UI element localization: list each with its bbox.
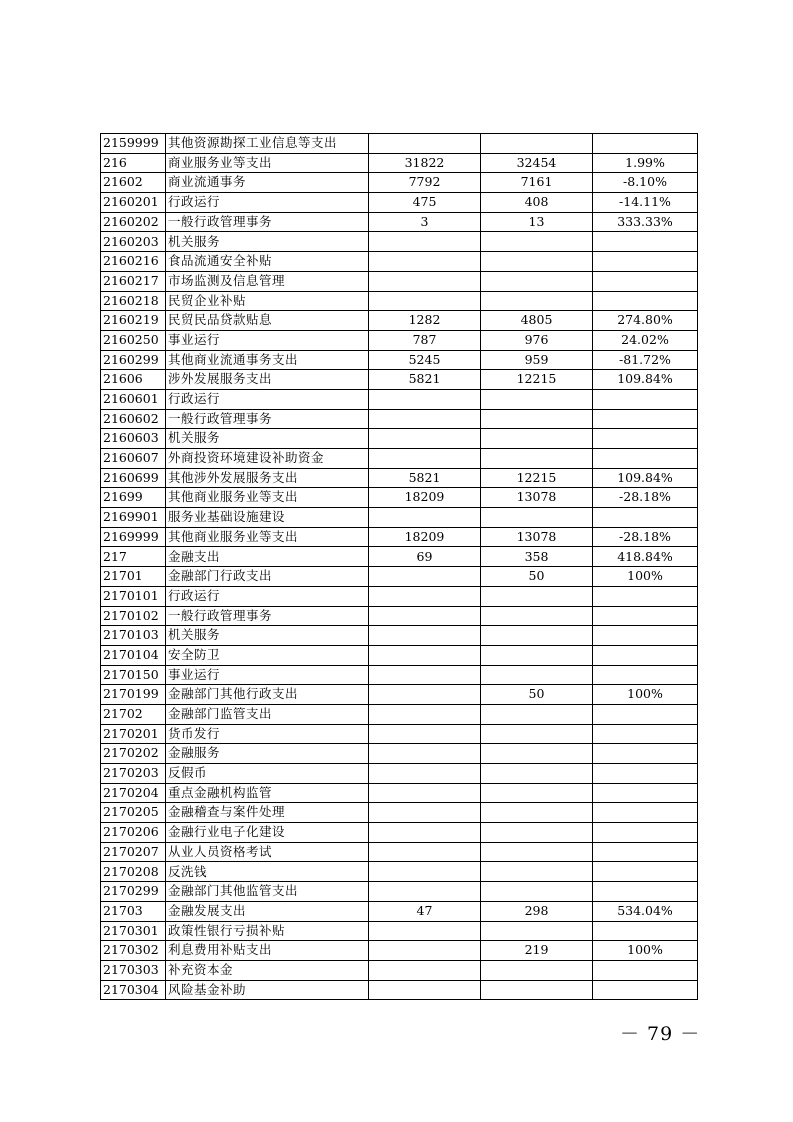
code-cell: 2170202 — [101, 744, 166, 764]
change-percent-cell — [593, 803, 698, 823]
table-row — [101, 449, 698, 469]
change-percent-cell — [593, 508, 698, 528]
value-2-cell: 13078 — [481, 488, 593, 508]
change-percent-cell — [593, 626, 698, 646]
value-2-cell — [481, 291, 593, 311]
item-name-cell: 其他商业服务业等支出 — [166, 488, 369, 508]
value-1-cell: 5245 — [369, 350, 481, 370]
item-name-cell: 一般行政管理事务 — [166, 212, 369, 232]
value-2-cell: 13 — [481, 212, 593, 232]
value-1-cell — [369, 980, 481, 1000]
value-2-cell — [481, 429, 593, 449]
item-name-cell: 其他资源勘探工业信息等支出 — [166, 134, 369, 154]
item-name-cell: 重点金融机构监管 — [166, 783, 369, 803]
change-percent-cell: 333.33% — [593, 212, 698, 232]
code-cell: 21701 — [101, 567, 166, 587]
change-percent-cell — [593, 645, 698, 665]
change-percent-cell: 100% — [593, 567, 698, 587]
code-cell: 2160607 — [101, 449, 166, 469]
change-percent-cell — [593, 409, 698, 429]
change-percent-cell: 418.84% — [593, 547, 698, 567]
value-2-cell — [481, 724, 593, 744]
change-percent-cell — [593, 921, 698, 941]
table-row — [101, 645, 698, 665]
table-row — [101, 547, 698, 567]
code-cell: 2170301 — [101, 921, 166, 941]
table-row — [101, 173, 698, 193]
code-cell: 2160603 — [101, 429, 166, 449]
change-percent-cell — [593, 764, 698, 784]
code-cell: 2160217 — [101, 271, 166, 291]
value-1-cell — [369, 803, 481, 823]
value-1-cell: 47 — [369, 901, 481, 921]
change-percent-cell — [593, 980, 698, 1000]
code-cell: 2160203 — [101, 232, 166, 252]
table-row — [101, 764, 698, 784]
code-cell: 2170104 — [101, 645, 166, 665]
code-cell: 2170201 — [101, 724, 166, 744]
value-2-cell — [481, 606, 593, 626]
item-name-cell: 外商投资环境建设补助资金 — [166, 449, 369, 469]
table-row — [101, 488, 698, 508]
item-name-cell: 行政运行 — [166, 586, 369, 606]
value-2-cell: 298 — [481, 901, 593, 921]
change-percent-cell: 24.02% — [593, 330, 698, 350]
item-name-cell: 金融部门其他监管支出 — [166, 882, 369, 902]
code-cell: 2169901 — [101, 508, 166, 528]
item-name-cell: 金融支出 — [166, 547, 369, 567]
value-1-cell: 69 — [369, 547, 481, 567]
table-row — [101, 134, 698, 154]
change-percent-cell: 534.04% — [593, 901, 698, 921]
code-cell: 2160699 — [101, 468, 166, 488]
item-name-cell: 其他涉外发展服务支出 — [166, 468, 369, 488]
item-name-cell: 补充资本金 — [166, 960, 369, 980]
value-2-cell — [481, 882, 593, 902]
item-name-cell: 金融服务 — [166, 744, 369, 764]
value-1-cell: 5821 — [369, 468, 481, 488]
code-cell: 2170304 — [101, 980, 166, 1000]
value-2-cell — [481, 842, 593, 862]
change-percent-cell — [593, 134, 698, 154]
table-row — [101, 882, 698, 902]
value-2-cell — [481, 980, 593, 1000]
code-cell: 2170205 — [101, 803, 166, 823]
value-2-cell — [481, 409, 593, 429]
value-2-cell — [481, 508, 593, 528]
value-1-cell: 5821 — [369, 370, 481, 390]
code-cell: 2170204 — [101, 783, 166, 803]
code-cell: 21602 — [101, 173, 166, 193]
change-percent-cell: 109.84% — [593, 468, 698, 488]
table-row — [101, 330, 698, 350]
table-row — [101, 941, 698, 961]
change-percent-cell — [593, 862, 698, 882]
change-percent-cell: -28.18% — [593, 527, 698, 547]
value-1-cell: 3 — [369, 212, 481, 232]
change-percent-cell — [593, 606, 698, 626]
value-1-cell — [369, 882, 481, 902]
page-number: － 79 － — [620, 1023, 701, 1045]
code-cell: 21699 — [101, 488, 166, 508]
change-percent-cell — [593, 882, 698, 902]
table-row — [101, 626, 698, 646]
value-1-cell — [369, 783, 481, 803]
item-name-cell: 食品流通安全补贴 — [166, 252, 369, 272]
code-cell: 21606 — [101, 370, 166, 390]
table-row — [101, 232, 698, 252]
value-2-cell — [481, 665, 593, 685]
code-cell: 2160601 — [101, 389, 166, 409]
code-cell: 2170207 — [101, 842, 166, 862]
table-row — [101, 685, 698, 705]
value-1-cell — [369, 862, 481, 882]
table-row — [101, 212, 698, 232]
table-row — [101, 862, 698, 882]
table-row — [101, 980, 698, 1000]
value-2-cell — [481, 232, 593, 252]
value-2-cell — [481, 783, 593, 803]
change-percent-cell — [593, 449, 698, 469]
table-row — [101, 350, 698, 370]
item-name-cell: 市场监测及信息管理 — [166, 271, 369, 291]
table-row — [101, 724, 698, 744]
table-row — [101, 468, 698, 488]
code-cell: 2170203 — [101, 764, 166, 784]
code-cell: 2160202 — [101, 212, 166, 232]
value-2-cell: 408 — [481, 193, 593, 213]
value-1-cell: 18209 — [369, 527, 481, 547]
value-2-cell: 4805 — [481, 311, 593, 331]
change-percent-cell: -81.72% — [593, 350, 698, 370]
value-1-cell — [369, 252, 481, 272]
item-name-cell: 事业运行 — [166, 665, 369, 685]
value-2-cell — [481, 134, 593, 154]
code-cell: 2160201 — [101, 193, 166, 213]
value-1-cell — [369, 724, 481, 744]
value-1-cell — [369, 271, 481, 291]
table-row — [101, 823, 698, 843]
table-row — [101, 291, 698, 311]
change-percent-cell — [593, 271, 698, 291]
value-2-cell — [481, 744, 593, 764]
code-cell: 2160602 — [101, 409, 166, 429]
item-name-cell: 机关服务 — [166, 429, 369, 449]
code-cell: 2159999 — [101, 134, 166, 154]
code-cell: 2170101 — [101, 586, 166, 606]
value-1-cell — [369, 645, 481, 665]
item-name-cell: 反洗钱 — [166, 862, 369, 882]
table-row — [101, 429, 698, 449]
value-1-cell: 7792 — [369, 173, 481, 193]
item-name-cell: 民贸企业补贴 — [166, 291, 369, 311]
change-percent-cell — [593, 704, 698, 724]
code-cell: 2170103 — [101, 626, 166, 646]
item-name-cell: 其他商业服务业等支出 — [166, 527, 369, 547]
value-2-cell: 959 — [481, 350, 593, 370]
item-name-cell: 机关服务 — [166, 626, 369, 646]
value-2-cell — [481, 823, 593, 843]
code-cell: 21702 — [101, 704, 166, 724]
value-2-cell — [481, 252, 593, 272]
table-row — [101, 901, 698, 921]
table-row — [101, 704, 698, 724]
value-1-cell — [369, 921, 481, 941]
table-row — [101, 586, 698, 606]
item-name-cell: 利息费用补贴支出 — [166, 941, 369, 961]
change-percent-cell — [593, 232, 698, 252]
value-2-cell — [481, 921, 593, 941]
value-1-cell — [369, 842, 481, 862]
value-1-cell: 787 — [369, 330, 481, 350]
change-percent-cell: -8.10% — [593, 173, 698, 193]
item-name-cell: 行政运行 — [166, 389, 369, 409]
item-name-cell: 行政运行 — [166, 193, 369, 213]
change-percent-cell — [593, 665, 698, 685]
value-1-cell — [369, 764, 481, 784]
code-cell: 2170303 — [101, 960, 166, 980]
item-name-cell: 政策性银行亏损补贴 — [166, 921, 369, 941]
value-2-cell: 50 — [481, 685, 593, 705]
value-1-cell — [369, 606, 481, 626]
code-cell: 2160299 — [101, 350, 166, 370]
change-percent-cell — [593, 724, 698, 744]
table-row — [101, 744, 698, 764]
change-percent-cell — [593, 429, 698, 449]
value-1-cell — [369, 704, 481, 724]
item-name-cell: 服务业基础设施建设 — [166, 508, 369, 528]
code-cell: 2160218 — [101, 291, 166, 311]
code-cell: 2160250 — [101, 330, 166, 350]
code-cell: 217 — [101, 547, 166, 567]
change-percent-cell: -28.18% — [593, 488, 698, 508]
item-name-cell: 事业运行 — [166, 330, 369, 350]
value-1-cell: 475 — [369, 193, 481, 213]
value-1-cell — [369, 665, 481, 685]
value-1-cell — [369, 232, 481, 252]
value-1-cell — [369, 449, 481, 469]
item-name-cell: 商业流通事务 — [166, 173, 369, 193]
value-1-cell — [369, 941, 481, 961]
table-row — [101, 271, 698, 291]
item-name-cell: 从业人员资格考试 — [166, 842, 369, 862]
table-row — [101, 803, 698, 823]
value-1-cell — [369, 389, 481, 409]
change-percent-cell — [593, 291, 698, 311]
table-row — [101, 842, 698, 862]
item-name-cell: 金融部门其他行政支出 — [166, 685, 369, 705]
table-row — [101, 508, 698, 528]
value-2-cell — [481, 764, 593, 784]
code-cell: 2160219 — [101, 311, 166, 331]
change-percent-cell — [593, 744, 698, 764]
item-name-cell: 风险基金补助 — [166, 980, 369, 1000]
code-cell: 2170206 — [101, 823, 166, 843]
table-row — [101, 409, 698, 429]
value-2-cell: 219 — [481, 941, 593, 961]
value-1-cell: 18209 — [369, 488, 481, 508]
value-1-cell — [369, 744, 481, 764]
value-2-cell — [481, 704, 593, 724]
table-row — [101, 567, 698, 587]
code-cell: 2169999 — [101, 527, 166, 547]
value-1-cell — [369, 823, 481, 843]
table-row — [101, 921, 698, 941]
change-percent-cell — [593, 783, 698, 803]
budget-table — [100, 133, 698, 1000]
item-name-cell: 机关服务 — [166, 232, 369, 252]
item-name-cell: 涉外发展服务支出 — [166, 370, 369, 390]
table-row — [101, 783, 698, 803]
code-cell: 21703 — [101, 901, 166, 921]
value-2-cell — [481, 586, 593, 606]
table-row — [101, 606, 698, 626]
value-2-cell: 7161 — [481, 173, 593, 193]
item-name-cell: 一般行政管理事务 — [166, 409, 369, 429]
code-cell: 2170299 — [101, 882, 166, 902]
table-row — [101, 665, 698, 685]
table-body — [101, 134, 698, 1000]
value-2-cell — [481, 271, 593, 291]
table-row — [101, 389, 698, 409]
item-name-cell: 金融行业电子化建设 — [166, 823, 369, 843]
change-percent-cell — [593, 960, 698, 980]
code-cell: 2170150 — [101, 665, 166, 685]
item-name-cell: 民贸民品贷款贴息 — [166, 311, 369, 331]
item-name-cell: 货币发行 — [166, 724, 369, 744]
change-percent-cell — [593, 586, 698, 606]
table-row — [101, 527, 698, 547]
value-2-cell: 12215 — [481, 370, 593, 390]
value-1-cell — [369, 508, 481, 528]
change-percent-cell: 100% — [593, 941, 698, 961]
change-percent-cell — [593, 252, 698, 272]
table-row — [101, 370, 698, 390]
table-row — [101, 252, 698, 272]
change-percent-cell: -14.11% — [593, 193, 698, 213]
item-name-cell: 安全防卫 — [166, 645, 369, 665]
value-2-cell: 32454 — [481, 153, 593, 173]
value-2-cell — [481, 645, 593, 665]
change-percent-cell: 1.99% — [593, 153, 698, 173]
table-row — [101, 311, 698, 331]
value-2-cell: 12215 — [481, 468, 593, 488]
change-percent-cell — [593, 389, 698, 409]
code-cell: 2160216 — [101, 252, 166, 272]
value-2-cell — [481, 449, 593, 469]
value-2-cell: 358 — [481, 547, 593, 567]
value-1-cell — [369, 567, 481, 587]
item-name-cell: 商业服务业等支出 — [166, 153, 369, 173]
item-name-cell: 一般行政管理事务 — [166, 606, 369, 626]
item-name-cell: 金融稽查与案件处理 — [166, 803, 369, 823]
table-row — [101, 960, 698, 980]
change-percent-cell: 100% — [593, 685, 698, 705]
value-1-cell — [369, 626, 481, 646]
value-2-cell — [481, 626, 593, 646]
item-name-cell: 金融部门监管支出 — [166, 704, 369, 724]
value-1-cell — [369, 409, 481, 429]
code-cell: 2170208 — [101, 862, 166, 882]
value-2-cell — [481, 960, 593, 980]
value-1-cell — [369, 134, 481, 154]
value-1-cell — [369, 586, 481, 606]
change-percent-cell — [593, 842, 698, 862]
value-1-cell: 31822 — [369, 153, 481, 173]
change-percent-cell: 109.84% — [593, 370, 698, 390]
change-percent-cell — [593, 823, 698, 843]
table-row — [101, 193, 698, 213]
value-2-cell — [481, 803, 593, 823]
change-percent-cell: 274.80% — [593, 311, 698, 331]
value-1-cell — [369, 960, 481, 980]
item-name-cell: 其他商业流通事务支出 — [166, 350, 369, 370]
value-1-cell — [369, 429, 481, 449]
value-1-cell — [369, 685, 481, 705]
table-row — [101, 153, 698, 173]
item-name-cell: 反假币 — [166, 764, 369, 784]
code-cell: 2170302 — [101, 941, 166, 961]
item-name-cell: 金融部门行政支出 — [166, 567, 369, 587]
value-2-cell — [481, 862, 593, 882]
code-cell: 216 — [101, 153, 166, 173]
value-2-cell — [481, 389, 593, 409]
code-cell: 2170102 — [101, 606, 166, 626]
value-2-cell: 976 — [481, 330, 593, 350]
value-1-cell — [369, 291, 481, 311]
value-1-cell: 1282 — [369, 311, 481, 331]
item-name-cell: 金融发展支出 — [166, 901, 369, 921]
value-2-cell: 13078 — [481, 527, 593, 547]
value-2-cell: 50 — [481, 567, 593, 587]
code-cell: 2170199 — [101, 685, 166, 705]
